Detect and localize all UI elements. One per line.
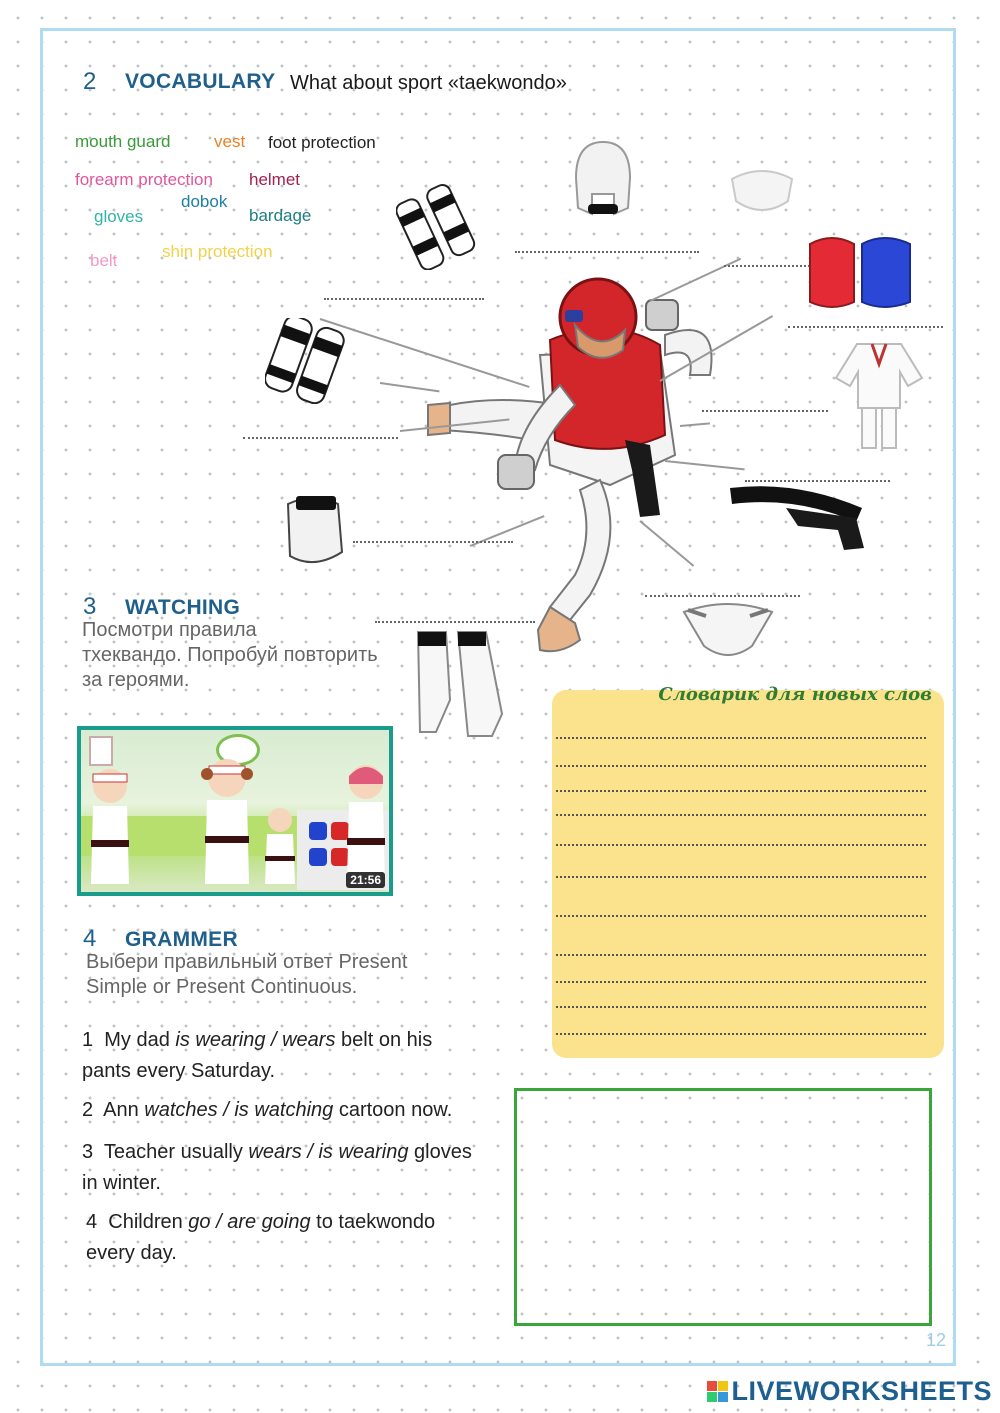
sentence-text: pants every Saturday. [82, 1060, 276, 1082]
sentence-number: 3 [82, 1141, 94, 1163]
dictionary-line[interactable] [556, 737, 926, 739]
sentence-options[interactable]: watches / is watching [144, 1099, 334, 1121]
word-mouth-guard[interactable]: mouth guard [75, 132, 171, 151]
instruction-line: тхеквандо. Попробуй повторить [82, 644, 378, 666]
dictionary-title: Словарик для новых слов [658, 684, 932, 705]
sentence-options[interactable]: go / are going [188, 1211, 311, 1233]
instruction-line: Выбери правильный ответ Present [86, 951, 408, 973]
gloves-image [276, 492, 352, 572]
dictionary-line[interactable] [556, 915, 926, 917]
instruction-line: Simple or Present Continuous. [86, 976, 358, 998]
helmet-image [568, 138, 638, 220]
instruction-line: Посмотри правила [82, 619, 257, 641]
sentence-number: 4 [86, 1211, 98, 1233]
grammar-title: GRAMMER [125, 928, 238, 951]
sentence-text: belt on his [335, 1029, 433, 1051]
black-belt-image [726, 478, 872, 554]
answer-line[interactable] [645, 595, 800, 597]
sentence-text: every day. [86, 1242, 177, 1264]
watching-title: WATCHING [125, 596, 241, 619]
video-wall-picture [89, 736, 113, 766]
sentence-text: gloves [408, 1141, 472, 1163]
dictionary-line[interactable] [556, 1006, 926, 1008]
page-number: 12 [926, 1330, 947, 1350]
word-dobok[interactable]: dobok [181, 192, 228, 211]
dictionary-line[interactable] [556, 790, 926, 792]
grammar-sentence-3 [82, 1137, 512, 1199]
dobok-uniform-image [832, 338, 926, 452]
vocabulary-title: VOCABULARY [125, 70, 276, 93]
dictionary-line[interactable] [556, 1033, 926, 1035]
watching-number: 3 [83, 593, 97, 620]
vocabulary-number: 2 [83, 68, 97, 95]
grammar-instruction [86, 950, 407, 1000]
video-character [343, 762, 389, 886]
video-shelf-item [309, 848, 327, 866]
dictionary-line[interactable] [556, 844, 926, 846]
dictionary-box [552, 684, 944, 1058]
dictionary-line[interactable] [556, 981, 926, 983]
video-character [263, 806, 297, 886]
answer-line[interactable] [788, 326, 943, 328]
grammar-sentence-4 [86, 1207, 516, 1269]
foot-protector-image [412, 628, 516, 740]
dictionary-line[interactable] [556, 954, 926, 956]
brand-name: LIVEWORKSHEETS [731, 1376, 992, 1406]
answer-line[interactable] [515, 251, 699, 253]
answer-box[interactable] [514, 1088, 932, 1326]
video-player[interactable] [77, 726, 393, 896]
sentence-text: My dad [104, 1029, 176, 1051]
sentence-options[interactable]: wears / is wearing [248, 1141, 409, 1163]
dictionary-line[interactable] [556, 765, 926, 767]
word-helmet[interactable]: helmet [249, 170, 301, 189]
sentence-text: Teacher usually [103, 1141, 249, 1163]
instruction-line: за героями. [82, 669, 190, 691]
sentence-text: in winter. [82, 1172, 161, 1194]
sentence-number: 1 [82, 1029, 94, 1051]
grammar-number: 4 [83, 925, 97, 952]
answer-line[interactable] [375, 621, 535, 623]
mouth-guard-image [726, 165, 798, 221]
video-character [87, 766, 133, 886]
video-character [201, 756, 253, 886]
sentence-text: to taekwondo [310, 1211, 436, 1233]
shin-guard-image [265, 318, 345, 404]
grammar-sentence-2 [82, 1095, 512, 1126]
vest-protector-image [806, 226, 916, 314]
video-shelf-item [309, 822, 327, 840]
word-foot-protection[interactable]: foot protection [268, 133, 376, 152]
dictionary-line[interactable] [556, 814, 926, 816]
liveworksheets-logo [707, 1376, 992, 1407]
word-shin-protection[interactable]: shin protection [162, 242, 273, 261]
sentence-number: 2 [82, 1099, 94, 1121]
word-belt[interactable]: belt [90, 251, 118, 270]
sentence-text: Children [108, 1211, 189, 1233]
video-duration: 21:56 [346, 872, 385, 888]
word-bardage[interactable]: bardage [249, 206, 312, 225]
sentence-options[interactable]: is wearing / wears [175, 1029, 336, 1051]
dictionary-line[interactable] [556, 876, 926, 878]
grammar-sentence-1 [82, 1025, 512, 1087]
vocabulary-subtitle: What about sport «taekwondo» [290, 72, 567, 94]
answer-line[interactable] [702, 410, 828, 412]
watching-instruction [82, 618, 378, 693]
answer-line[interactable] [353, 541, 513, 543]
groin-guard-image [680, 598, 776, 664]
word-forearm-protection[interactable]: forearm protection [75, 170, 213, 189]
brand-icon [707, 1381, 728, 1402]
answer-line[interactable] [243, 437, 398, 439]
sentence-text: cartoon now. [333, 1099, 453, 1121]
answer-line[interactable] [324, 298, 484, 300]
word-vest[interactable]: vest [214, 132, 246, 151]
word-gloves[interactable]: gloves [94, 207, 144, 226]
sentence-text: Ann [103, 1099, 145, 1121]
forearm-guard-image [396, 182, 480, 270]
